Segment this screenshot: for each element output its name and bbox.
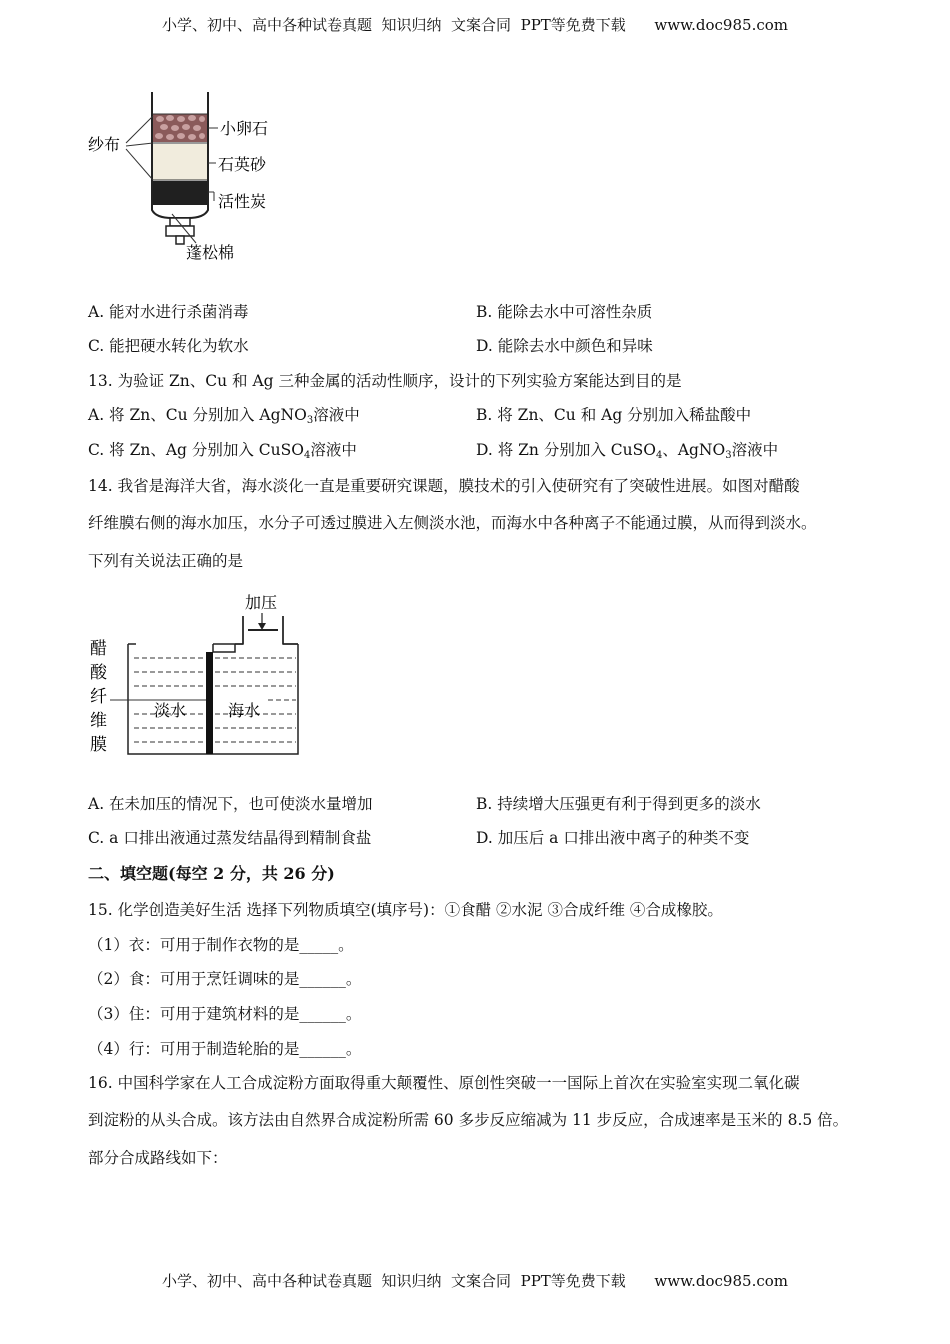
label-cloth: 纱布 <box>88 135 121 154</box>
q14-stem-line1: 14. 我省是海洋大省，海水淡化一直是重要研究课题，膜技术的引入使研究有了突破性进展。如图对醋酸 <box>88 477 800 495</box>
label-fresh-water: 淡水 <box>154 701 187 720</box>
section-title-fill-blank: 二、填空题(每空 2 分，共 26 分) <box>88 864 335 883</box>
membrane-diagram <box>88 588 328 768</box>
q15-part2: （2）食：可用于烹饪调味的是______。 <box>88 970 362 988</box>
q13-a-text: A. 将 Zn、Cu 分别加入 AgNO <box>88 406 307 424</box>
q15-part1: （1）衣：可用于制作衣物的是_____。 <box>88 936 354 954</box>
q13-c-sub: 4 <box>303 450 311 461</box>
q13-d-post: 溶液中 <box>731 441 779 459</box>
q15-part3: （3）住：可用于建筑材料的是______。 <box>88 1005 362 1023</box>
q16-line2: 到淀粉的从头合成。该方法由自然界合成淀粉所需 60 多步反应缩减为 11 步反应，合成速率是玉米的 8.5 倍。 <box>88 1111 849 1129</box>
q13-option-d <box>476 438 778 461</box>
q12-option-b: B. 能除去水中可溶性杂质 <box>476 303 653 321</box>
label-carbon: 活性炭 <box>218 192 267 211</box>
label-sea-water: 海水 <box>228 701 261 720</box>
q14-stem-line2: 纤维膜右侧的海水加压，水分子可透过膜进入左侧淡水池，而海水中各种离子不能通过膜，从而得到淡水。 <box>88 514 817 532</box>
q15-stem: 15. 化学创造美好生活 选择下列物质填空(填序号)：①食醋 ②水泥 ③合成纤维 ④合成橡胶。 <box>88 901 723 919</box>
q14-option-a: A. 在未加压的情况下，也可使淡水量增加 <box>88 795 373 813</box>
label-pressure: 加压 <box>245 593 278 612</box>
q13-a-post: 溶液中 <box>313 406 360 424</box>
q14-option-c: C. a 口排出液通过蒸发结晶得到精制食盐 <box>88 829 372 847</box>
q16-line1: 16. 中国科学家在人工合成淀粉方面取得重大颠覆性、原创性突破一一国际上首次在实验室实现二氧化碳 <box>88 1074 800 1092</box>
membrane-char-5: 膜 <box>90 735 107 755</box>
q13-option-c <box>88 438 357 461</box>
membrane-char-1: 醋 <box>90 639 107 659</box>
q12-option-c: C. 能把硬水转化为软水 <box>88 337 249 355</box>
q13-c-post: 溶液中 <box>310 441 357 459</box>
activated-carbon-layer <box>153 181 207 205</box>
q15-part4: （4）行：可用于制造轮胎的是______。 <box>88 1040 362 1058</box>
membrane-char-4: 维 <box>90 711 107 731</box>
q13-stem: 13. 为验证 Zn、Cu 和 Ag 三种金属的活动性顺序，设计的下列实验方案能达到目的是 <box>88 372 682 390</box>
q14-option-b: B. 持续增大压强更有利于得到更多的淡水 <box>476 795 761 813</box>
q13-d-text: D. 将 Zn 分别加入 CuSO <box>476 441 656 459</box>
q13-option-a <box>88 403 360 426</box>
q14-stem-line3: 下列有关说法正确的是 <box>88 552 244 570</box>
label-quartz: 石英砂 <box>218 155 267 174</box>
q12-option-d: D. 能除去水中颜色和异味 <box>476 337 653 355</box>
label-pebble: 小卵石 <box>220 119 269 138</box>
q13-a-sub: 3 <box>306 415 314 426</box>
membrane-char-3: 纤 <box>90 687 107 707</box>
sea-water-lines <box>215 658 296 742</box>
q13-option-b: B. 将 Zn、Cu 和 Ag 分别加入稀盐酸中 <box>476 406 752 424</box>
page-footer: 小学、初中、高中各种试卷真题 知识归纳 文案合同 PPT等免费下载 www.doc985.com <box>161 1272 788 1290</box>
membrane-char-2: 酸 <box>90 663 107 683</box>
acetate-membrane <box>206 652 213 754</box>
q13-d-sub1: 4 <box>655 450 663 461</box>
q12-option-a: A. 能对水进行杀菌消毒 <box>88 303 249 321</box>
q13-d-mid: 、AgNO <box>662 441 726 459</box>
q13-c-text: C. 将 Zn、Ag 分别加入 CuSO <box>88 441 304 459</box>
q16-line3: 部分合成路线如下： <box>88 1149 228 1167</box>
page-header: 小学、初中、高中各种试卷真题 知识归纳 文案合同 PPT等免费下载 www.doc985.com <box>161 16 788 34</box>
q14-option-d: D. 加压后 a 口排出液中离子的种类不变 <box>476 829 750 847</box>
water-filter-diagram <box>86 88 286 268</box>
q13-d-sub2: 3 <box>725 450 732 461</box>
label-cotton: 蓬松棉 <box>186 243 235 262</box>
quartz-sand-layer <box>153 144 207 180</box>
